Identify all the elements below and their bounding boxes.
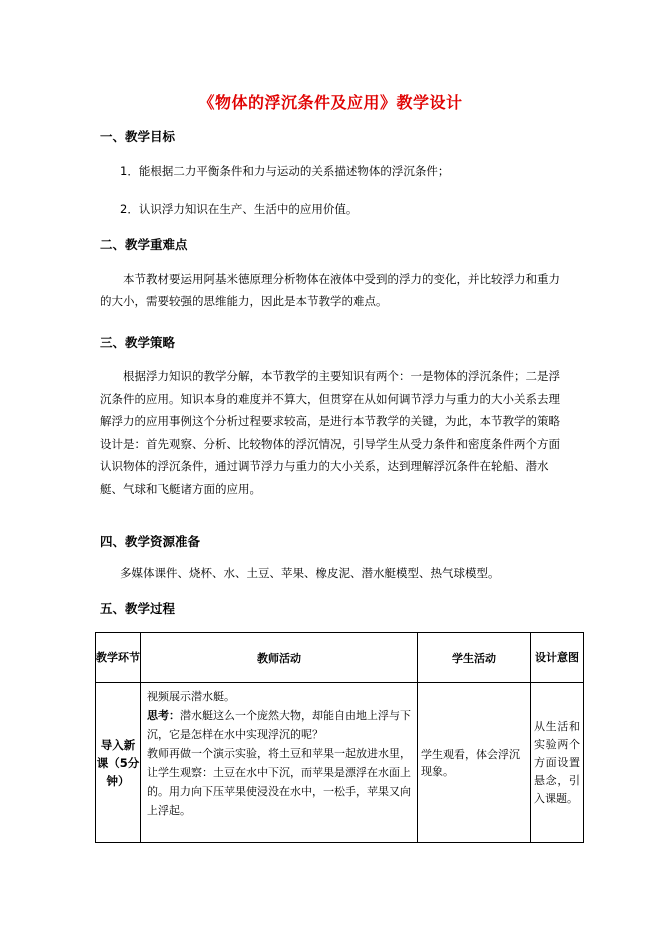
resources-paragraph: 多媒体课件、烧杯、水、土豆、苹果、橡皮泥、潜水艇模型、热气球模型。 <box>120 566 500 580</box>
section-heading-process: 五、教学过程 <box>100 601 176 616</box>
cell-teacher-activity <box>141 683 418 843</box>
section-heading-strategy: 三、教学策略 <box>100 335 176 350</box>
header-student: 学生活动 <box>418 633 531 683</box>
strategy-paragraph: 根据浮力知识的教学分解，本节教学的主要知识有两个：一是物体的浮沉条件；二是浮沉条件的应用。知识本身的难度并不算大，但贯穿在从如何调节浮力与重力的大小关系去理解浮力的应用事例这个分析过程要求较高，是进行本节教学的关键，为此，本节教学的策略设计是：首先观察、分析、比较物体的浮沉情况，引导学生从受力条件和密度条件两个方面认识物体的浮沉条件，通过调节浮力与重力的大小关系，达到理解浮沉条件在轮船、潜水艇、气球和飞艇诸方面的应用。 <box>100 369 560 496</box>
teacher-line-3: 教师再做一个演示实验，将土豆和苹果一起放进水里，让学生观察：土豆在水中下沉，而苹果是漂浮在水面上的。用力向下压苹果使浸没在水中，一松手，苹果又向上浮起。 <box>147 747 411 817</box>
cell-design-intent: 从生活和实验两个方面设置悬念，引入课题。 <box>531 683 584 843</box>
think-text: 潜水艇这么一个庞然大物，却能自由地上浮与下沉，它是怎样在水中实现浮沉的呢？ <box>147 709 411 741</box>
objective-item-1: 1．能根据二力平衡条件和力与运动的关系描述物体的浮沉条件； <box>120 164 450 178</box>
cell-student-activity: 学生观看，体会浮沉现象。 <box>418 683 531 843</box>
teacher-think <box>147 706 413 744</box>
think-label: 思考： <box>147 709 180 722</box>
header-teacher: 教师活动 <box>141 633 418 683</box>
section-heading-objectives: 一、教学目标 <box>100 129 176 144</box>
objective-item-2: 2．认识浮力知识在生产、生活中的应用价值。 <box>120 202 358 216</box>
section-heading-key-points: 二、教学重难点 <box>100 237 188 252</box>
document-title: 《物体的浮沉条件及应用》教学设计 <box>198 93 463 112</box>
teaching-process-table <box>95 632 584 843</box>
cell-stage: 导入新课（5分钟） <box>96 683 141 843</box>
header-design: 设计意图 <box>531 633 584 683</box>
section-heading-resources: 四、教学资源准备 <box>100 534 201 549</box>
teacher-line-1: 视频展示潜水艇。 <box>147 690 235 703</box>
table-header-row <box>96 633 584 683</box>
table-row <box>96 683 584 843</box>
header-stage: 教学环节 <box>96 633 141 683</box>
key-points-paragraph: 本节教材要运用阿基米德原理分析物体在液体中受到的浮力的变化，并比较浮力和重力的大小，需要较强的思维能力，因此是本节教学的难点。 <box>100 272 560 308</box>
